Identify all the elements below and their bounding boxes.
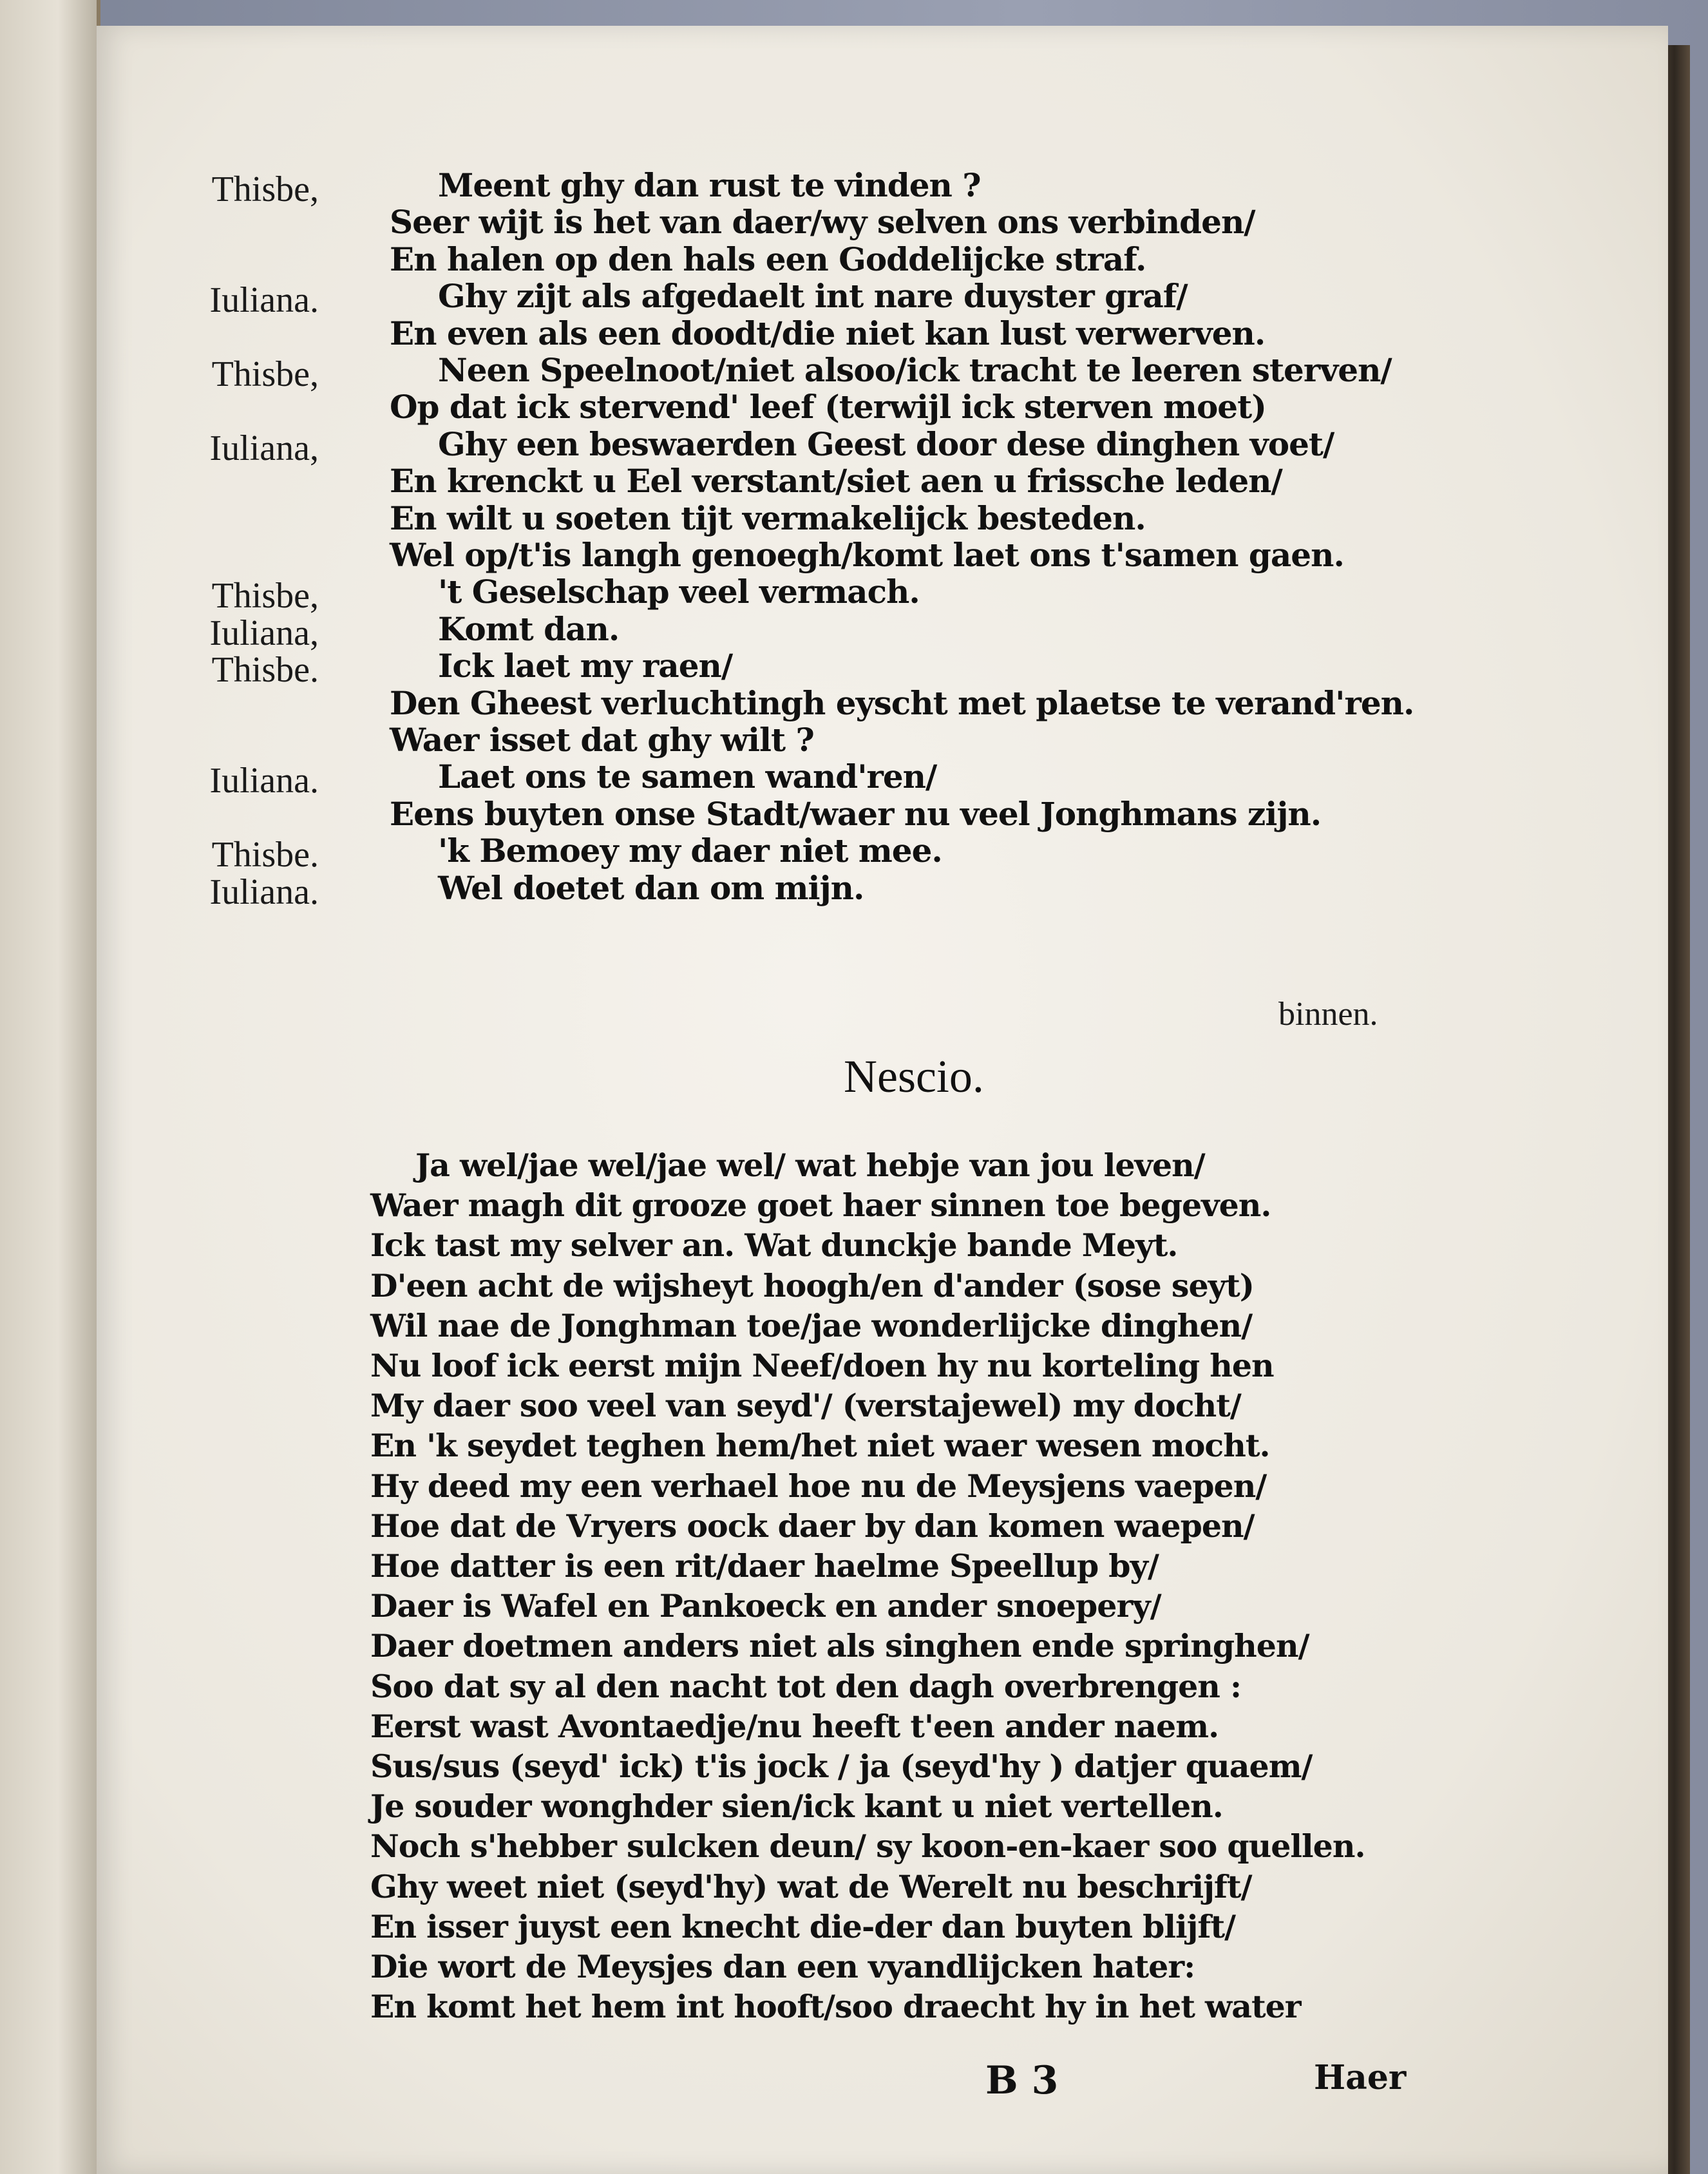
dialogue-line: 't Geselschap veel vermach. [438, 573, 920, 611]
speaker-label: Thisbe. [211, 835, 319, 875]
speech-line: D'een acht de wijsheyt hoogh/en d'ander (sose seyt) [370, 1266, 1254, 1304]
stage-direction: binnen. [1278, 996, 1378, 1033]
speech-line: Hoe dat de Vryers oock daer by dan komen waepen/ [370, 1507, 1255, 1545]
dialogue-line: Neen Speelnoot/niet alsoo/ick tracht te leeren sterven/ [438, 351, 1392, 389]
dialogue-line: Meent ghy dan rust te vinden ? [438, 166, 981, 204]
dialogue-line: Op dat ick stervend' leef (terwijl ick sterven moet) [390, 388, 1266, 426]
dialogue-line: En halen op den hals een Goddelijcke straf. [390, 240, 1146, 278]
speaker-label: Thisbe, [211, 354, 319, 394]
speech-line: Soo dat sy al den nacht tot den dagh overbrengen : [370, 1667, 1242, 1705]
speech-line: My daer soo veel van seyd'/ (verstajewel) my docht/ [370, 1387, 1241, 1425]
speaker-label: Thisbe, [211, 169, 319, 209]
speaker-label: Iuliana. [209, 872, 319, 912]
speech-line: Wil nae de Jonghman toe/jae wonderlijcke dinghen/ [370, 1306, 1253, 1344]
dialogue-line: Komt dan. [438, 609, 620, 648]
dialogue-line: Seer wijt is het van daer/wy selven ons verbinden/ [390, 203, 1255, 242]
dialogue-line: Wel doetet dan om mijn. [438, 868, 864, 907]
speech-line: Die wort de Meysjes dan een vyandlijcken hater: [370, 1948, 1195, 1985]
speech-line: Noch s'hebber sulcken deun/ sy koon-en-kaer soo quellen. [370, 1827, 1365, 1865]
speech-line: Ja wel/jae wel/jae wel/ wat hebje van jou leven/ [415, 1147, 1205, 1184]
speech-line: En isser juyst een knecht die-der dan buyten blijft/ [370, 1907, 1235, 1945]
dialogue-line: Ghy zijt als afgedaelt int nare duyster graf/ [438, 277, 1188, 316]
speech-line: En 'k seydet teghen hem/het niet waer wesen mocht. [370, 1427, 1270, 1465]
speech-line: Je souder wonghder sien/ick kant u niet vertellen. [370, 1788, 1223, 1826]
speaker-label: Iuliana, [209, 613, 319, 653]
dialogue-line: 'k Bemoey my daer niet mee. [438, 832, 942, 870]
speech-line: Eerst wast Avontaedje/nu heeft t'een ander naem. [370, 1707, 1219, 1745]
dialogue-line: Ghy een beswaerden Geest door dese dinghen voet/ [438, 424, 1334, 463]
dialogue-line: En even als een doodt/die niet kan lust verwerven. [390, 314, 1266, 352]
speaker-label: Thisbe, [211, 576, 319, 616]
dialogue-line: En wilt u soeten tijt vermakelijck besteden. [390, 499, 1146, 537]
signature-mark: B 3 [985, 2058, 1059, 2103]
speech-line: Hoe datter is een rit/daer haelme Speellup by/ [370, 1547, 1159, 1585]
dialogue-line: Eens buyten onse Stadt/waer nu veel Jonghmans zijn. [390, 794, 1322, 833]
speaker-label: Iuliana, [209, 428, 319, 468]
dialogue-line: Den Gheest verluchtingh eyscht met plaetse te verand'ren. [390, 683, 1414, 722]
dialogue-line: Laet ons te samen wand'ren/ [438, 758, 937, 796]
dialogue-line: Waer isset dat ghy wilt ? [390, 721, 814, 759]
dialogue-line: En krenckt u Eel verstant/siet aen u frissche leden/ [390, 462, 1282, 501]
speech-line: Waer magh dit grooze goet haer sinnen toe begeven. [370, 1187, 1271, 1225]
speech-line: Ghy weet niet (seyd'hy) wat de Werelt nu beschrijft/ [370, 1867, 1252, 1905]
speech-line: Daer doetmen anders niet als singhen ende springhen/ [370, 1627, 1309, 1665]
section-heading: Nescio. [844, 1051, 984, 1102]
speech-line: Daer is Wafel en Pankoeck en ander snoepery/ [370, 1587, 1161, 1625]
speaker-label: Thisbe. [211, 650, 319, 691]
speaker-label: Iuliana. [209, 280, 319, 321]
catchword: Haer [1314, 2058, 1407, 2097]
speech-line: Ick tast my selver an. Wat dunckje bande Meyt. [370, 1226, 1178, 1264]
speech-line: En komt het hem int hooft/soo draecht hy in het water [370, 1988, 1301, 2026]
dialogue-line: Wel op/t'is langh genoegh/komt laet ons t'samen gaen. [390, 536, 1344, 574]
speech-line: Nu loof ick eerst mijn Neef/doen hy nu korteling hen [370, 1347, 1274, 1384]
dialogue-line: Ick laet my raen/ [438, 647, 733, 685]
speech-line: Sus/sus (seyd' ick) t'is jock / ja (seyd'hy ) datjer quaem/ [370, 1748, 1313, 1785]
speaker-label: Iuliana. [209, 761, 319, 801]
speech-line: Hy deed my een verhael hoe nu de Meysjens vaepen/ [370, 1467, 1267, 1505]
facing-page-edge [0, 0, 100, 2174]
